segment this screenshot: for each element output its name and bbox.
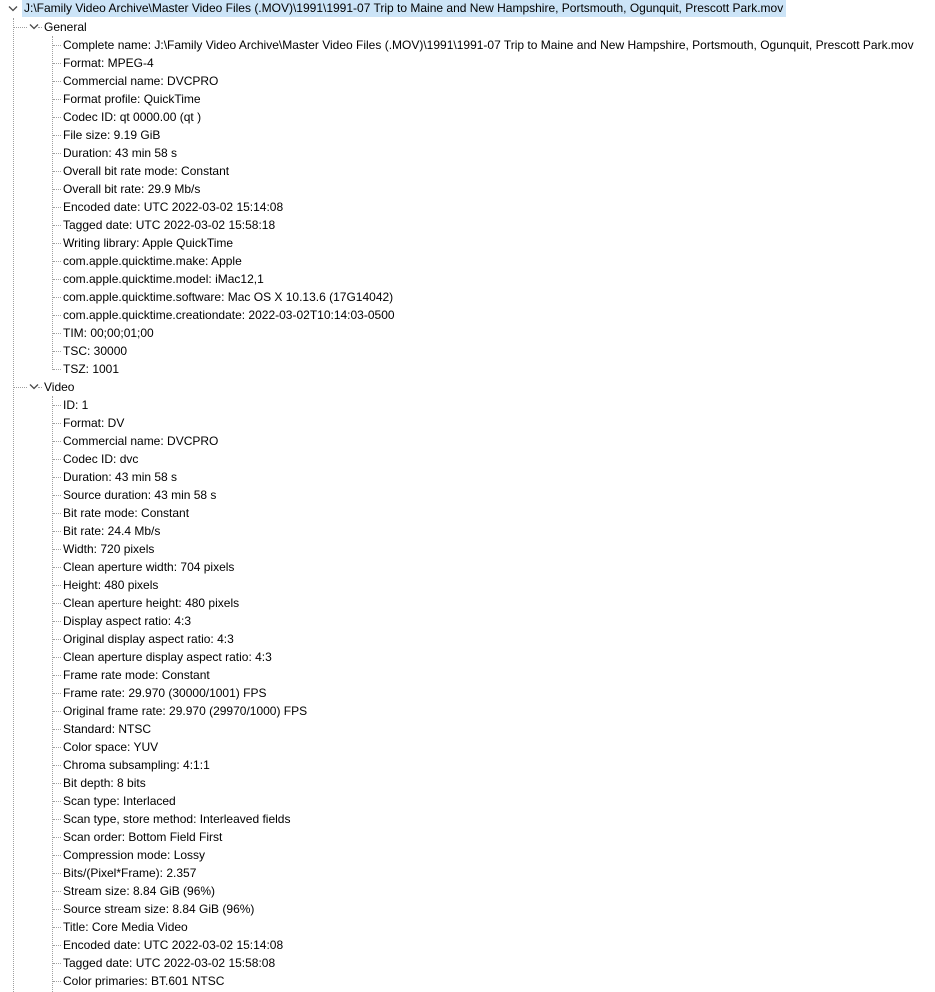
tree-leaf-item[interactable]: Codec ID: qt 0000.00 (qt ): [63, 110, 202, 124]
tree-connector: [53, 981, 61, 982]
tree-leaf-item[interactable]: File size: 9.19 GiB: [63, 128, 161, 142]
tree-connector: [53, 135, 61, 136]
tree-connector: [53, 639, 61, 640]
tree-leaf-item[interactable]: com.apple.quicktime.software: Mac OS X 10.13.6 (17G14042): [63, 290, 394, 304]
tree-leaf-item[interactable]: com.apple.quicktime.creationdate: 2022-03-02T10:14:03-0500: [63, 308, 395, 322]
tree-leaf-item[interactable]: Display aspect ratio: 4:3: [63, 614, 192, 628]
tree-connector: [53, 153, 61, 154]
tree-connector: [53, 945, 61, 946]
tree-leaf-item[interactable]: Bit rate: 24.4 Mb/s: [63, 524, 161, 538]
tree-connector: [53, 405, 61, 406]
tree-connector: [53, 297, 61, 298]
tree-connector: [53, 117, 61, 118]
tree-connector: [13, 18, 14, 992]
tree-connector: [53, 441, 61, 442]
tree-leaf-item[interactable]: Frame rate mode: Constant: [63, 668, 210, 682]
tree-leaf-item[interactable]: Source stream size: 8.84 GiB (96%): [63, 902, 255, 916]
tree-connector: [53, 693, 61, 694]
tree-leaf-item[interactable]: Duration: 43 min 58 s: [63, 470, 178, 484]
tree-leaf-item[interactable]: Title: Core Media Video: [63, 920, 188, 934]
tree-connector: [53, 855, 61, 856]
tree-leaf-item[interactable]: Encoded date: UTC 2022-03-02 15:14:08: [63, 200, 284, 214]
tree-leaf-item[interactable]: Clean aperture height: 480 pixels: [63, 596, 240, 610]
tree-connector: [53, 729, 61, 730]
tree-root-node[interactable]: [0, 0, 935, 18]
tree-connector: [53, 81, 61, 82]
tree-connector: [53, 783, 61, 784]
tree-leaf-item[interactable]: Clean aperture display aspect ratio: 4:3: [63, 650, 272, 664]
tree-leaf-item[interactable]: Commercial name: DVCPRO: [63, 74, 219, 88]
tree-leaf-item[interactable]: Tagged date: UTC 2022-03-02 15:58:08: [63, 956, 276, 970]
tree-connector: [53, 621, 61, 622]
tree-leaf-item[interactable]: Width: 720 pixels: [63, 542, 155, 556]
tree-leaf-item[interactable]: Duration: 43 min 58 s: [63, 146, 178, 160]
tree-connector: [53, 963, 61, 964]
tree-connector: [53, 927, 61, 928]
tree-leaf-item[interactable]: Overall bit rate: 29.9 Mb/s: [63, 182, 201, 196]
tree-leaf-item[interactable]: Source duration: 43 min 58 s: [63, 488, 217, 502]
tree-connector: [53, 909, 61, 910]
tree-leaf-item[interactable]: Tagged date: UTC 2022-03-02 15:58:18: [63, 218, 276, 232]
tree-connector: [53, 243, 61, 244]
tree-section-video[interactable]: [0, 378, 935, 396]
tree-leaf-item[interactable]: TSC: 30000: [63, 344, 128, 358]
tree-connector: [53, 513, 61, 514]
tree-connector: [53, 279, 61, 280]
tree-leaf-item[interactable]: Codec ID: dvc: [63, 452, 139, 466]
tree-leaf-item[interactable]: Commercial name: DVCPRO: [63, 434, 219, 448]
tree-connector: [53, 333, 61, 334]
tree-connector: [53, 99, 61, 100]
tree-root-label[interactable]: J:\Family Video Archive\Master Video Files (.MOV)\1991\1991-07 Trip to Maine and New Hampshire, Portsmouth, Ogunquit, Prescott Park.mov: [22, 0, 786, 17]
tree-connector: [53, 423, 61, 424]
tree-leaf-item[interactable]: Original display aspect ratio: 4:3: [63, 632, 234, 646]
tree-leaf-item[interactable]: Bit depth: 8 bits: [63, 776, 146, 790]
tree-leaf-item[interactable]: Format: MPEG-4: [63, 56, 154, 70]
tree-leaf-item[interactable]: Complete name: J:\Family Video Archive\Master Video Files (.MOV)\1991\1991-07 Trip to Maine and New Hampshire, Portsmouth, Ogunquit, Prescott Park.mov: [63, 38, 914, 52]
tree-leaf-item[interactable]: TIM: 00;00;01;00: [63, 326, 154, 340]
tree-connector: [53, 171, 61, 172]
tree-connector: [53, 207, 61, 208]
tree-connector: [53, 891, 61, 892]
tree-connector: [53, 495, 61, 496]
tree-connector: [53, 351, 61, 352]
tree-connector: [53, 819, 61, 820]
tree-leaf-item[interactable]: Bits/(Pixel*Frame): 2.357: [63, 866, 197, 880]
tree-connector: [53, 459, 61, 460]
tree-connector: [53, 567, 61, 568]
tree-connector: [53, 261, 61, 262]
tree-leaf-item[interactable]: Clean aperture width: 704 pixels: [63, 560, 235, 574]
tree-connector: [14, 27, 27, 28]
tree-connector: [14, 387, 27, 388]
tree-connector: [53, 549, 61, 550]
tree-leaf-item[interactable]: Scan type: Interlaced: [63, 794, 176, 808]
tree-connector: [53, 765, 61, 766]
tree-connector: [53, 189, 61, 190]
tree-connector: [53, 675, 61, 676]
tree-leaf-item[interactable]: Scan type, store method: Interleaved fields: [63, 812, 291, 826]
chevron-down-icon[interactable]: [7, 0, 19, 18]
tree-leaf-item[interactable]: ID: 1: [63, 398, 89, 412]
tree-leaf-item[interactable]: Overall bit rate mode: Constant: [63, 164, 230, 178]
tree-connector: [53, 315, 61, 316]
tree-leaf-item[interactable]: TSZ: 1001: [63, 362, 120, 376]
tree-connector: [53, 585, 61, 586]
tree-leaf-item[interactable]: Frame rate: 29.970 (30000/1001) FPS: [63, 686, 267, 700]
tree-connector: [53, 63, 61, 64]
tree-connector: [53, 747, 61, 748]
tree-connector: [53, 873, 61, 874]
tree-leaf-item[interactable]: Stream size: 8.84 GiB (96%): [63, 884, 216, 898]
tree-connector: [53, 657, 61, 658]
tree-connector: [53, 45, 61, 46]
tree-connector: [52, 396, 53, 992]
tree-leaf-item[interactable]: Height: 480 pixels: [63, 578, 159, 592]
tree-leaf-item[interactable]: Bit rate mode: Constant: [63, 506, 190, 520]
tree-leaf-item[interactable]: Original frame rate: 29.970 (29970/1000) FPS: [63, 704, 308, 718]
tree-leaf-item[interactable]: Standard: NTSC: [63, 722, 152, 736]
tree-leaf-item[interactable]: Writing library: Apple QuickTime: [63, 236, 234, 250]
tree-leaf-item[interactable]: Encoded date: UTC 2022-03-02 15:14:08: [63, 938, 284, 952]
tree-leaf-item[interactable]: Compression mode: Lossy: [63, 848, 206, 862]
tree-leaf-item[interactable]: Format: DV: [63, 416, 125, 430]
tree-connector: [53, 477, 61, 478]
tree-connector: [53, 603, 61, 604]
tree-leaf-item[interactable]: com.apple.quicktime.make: Apple: [63, 254, 242, 268]
tree-leaf-item[interactable]: Color primaries: BT.601 NTSC: [63, 974, 225, 988]
tree-leaf-item[interactable]: Chroma subsampling: 4:1:1: [63, 758, 210, 772]
tree-connector: [53, 531, 61, 532]
tree-connector: [53, 369, 61, 370]
tree-connector: [53, 225, 61, 226]
tree-section-label[interactable]: Video: [44, 380, 75, 394]
tree-connector: [53, 837, 61, 838]
tree-section-label[interactable]: General: [44, 20, 87, 34]
tree-leaf-item[interactable]: Format profile: QuickTime: [63, 92, 201, 106]
tree-leaf-item[interactable]: Scan order: Bottom Field First: [63, 830, 223, 844]
tree-connector: [53, 801, 61, 802]
tree-leaf-item[interactable]: Color space: YUV: [63, 740, 159, 754]
tree-section-general[interactable]: [0, 18, 935, 36]
tree-connector: [53, 711, 61, 712]
tree-leaf-item[interactable]: com.apple.quicktime.model: iMac12,1: [63, 272, 264, 286]
tree-connector: [52, 36, 53, 370]
